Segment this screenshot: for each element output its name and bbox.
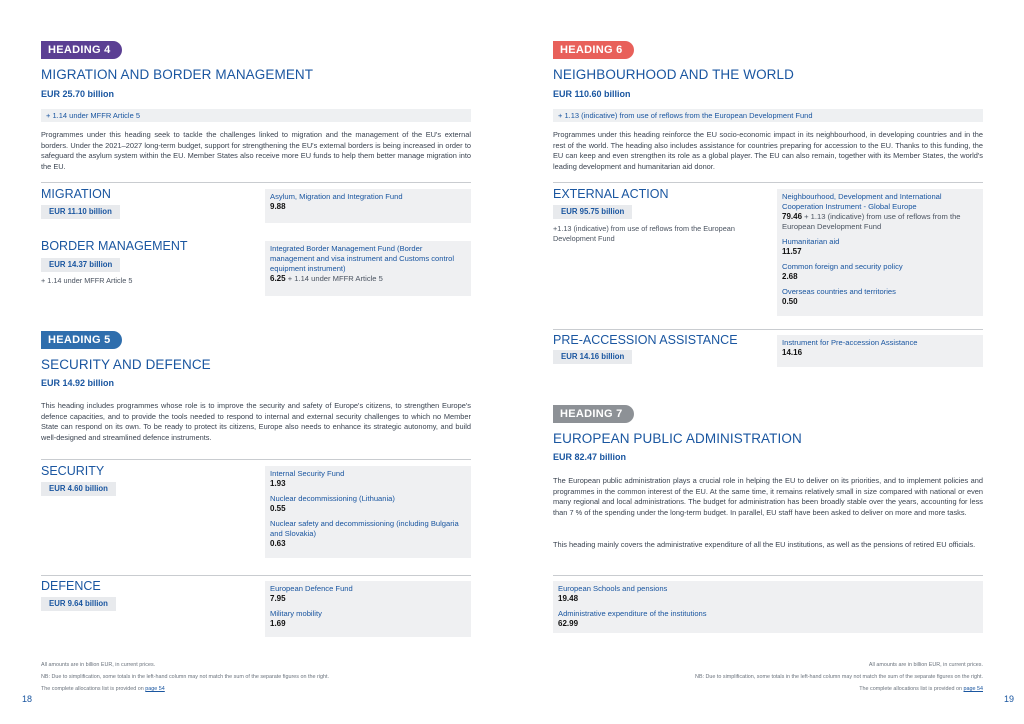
- fund-value: [782, 212, 978, 232]
- external-action-extra: +1.13 (indicative) from use of reflows from the European Development Fund: [553, 224, 735, 243]
- fund-name: European Schools and pensions: [558, 584, 668, 593]
- border-management-title: BORDER MANAGEMENT: [41, 239, 188, 253]
- page-54-link[interactable]: page 54: [963, 686, 983, 692]
- footer-allocations-note: [41, 686, 165, 692]
- fund-value-addition: + 1.14 under MFFR Article 5: [285, 274, 383, 283]
- footer-allocations-note: [859, 686, 983, 692]
- administration-fund-box: [553, 581, 983, 633]
- heading-6-title: NEIGHBOURHOOD AND THE WORLD: [553, 67, 794, 82]
- fund-name: Integrated Border Management Fund (Border management and visa instrument and Customs control equipment instrument): [270, 244, 455, 273]
- external-action-fund-box: [777, 189, 983, 316]
- fund-name: Instrument for Pre-accession Assistance: [782, 338, 918, 347]
- fund-value: 19.48: [558, 594, 579, 603]
- border-fund-box: [265, 241, 471, 296]
- fund-value-number: 79.46: [782, 212, 803, 221]
- fund-name: Internal Security Fund: [270, 469, 345, 478]
- footer-amounts-note: All amounts are in billion EUR, in current prices.: [868, 662, 983, 668]
- fund-value: 1.69: [270, 619, 286, 628]
- migration-title: MIGRATION: [41, 187, 111, 201]
- heading-5-badge: HEADING 5: [41, 331, 122, 349]
- heading-7-description: The European public administration plays a crucial role in helping the EU to deliver on its priorities, and to implement policies and programmes in the common interest of the EU. At the same time, it remains relatively small in size compared with national or even many regional and local administrations. The budget for administration has been broadly stable over the years, accounting for less than 7 % of the spending under the long-term budget. In parallel, EU staff have been asked to deliver on more and more tasks.: [553, 476, 983, 517]
- heading-6-description: Programmes under this heading reinforce the EU socio-economic impact in its neighbourhood, in developing countries and in the rest of the world. The heading also includes assistance for countries preparing for accession to the EU. Thanks to this funding, the EU can keep and even strengthen its role as a global player. The EU can also remain, together with its Member States, the world's leading development and humanitarian aid donor.: [553, 130, 983, 171]
- migration-amount: EUR 11.10 billion: [41, 205, 120, 219]
- fund-name: Overseas countries and territories: [782, 287, 896, 296]
- fund-value: 2.68: [782, 272, 798, 281]
- border-management-amount: EUR 14.37 billion: [41, 258, 120, 272]
- page-number-left: 18: [22, 694, 33, 704]
- footer-allocations-text: The complete allocations list is provided on: [859, 686, 964, 692]
- fund-value: 0.63: [270, 539, 286, 548]
- defence-fund-box: [265, 581, 471, 637]
- footer-amounts-note: All amounts are in billion EUR, in current prices.: [41, 662, 156, 668]
- footer-allocations-text: The complete allocations list is provided on: [41, 686, 146, 692]
- heading-4-description: Programmes under this heading seek to tackle the challenges linked to migration and the management of the EU's external borders. Under the 2021–2027 long-term budget, support for strengthening the EU's external borders is being increased in order to safeguard the asylum system within the EU. Member States also receive more EU funds to help them better manage migration into the EU.: [41, 130, 471, 171]
- heading-4-title: MIGRATION AND BORDER MANAGEMENT: [41, 67, 314, 82]
- divider: [553, 329, 983, 330]
- defence-title: DEFENCE: [41, 579, 101, 593]
- pre-accession-amount: EUR 14.16 billion: [553, 350, 632, 364]
- heading-6-amount: EUR 110.60 billion: [553, 89, 631, 99]
- migration-fund-box: [265, 189, 471, 223]
- fund-name: Common foreign and security policy: [782, 262, 903, 271]
- divider: [41, 459, 471, 460]
- fund-value: 62.99: [558, 619, 579, 628]
- heading-6-note: + 1.13 (indicative) from use of reflows from the European Development Fund: [553, 109, 983, 122]
- pre-accession-fund-box: [777, 335, 983, 367]
- heading-7-badge: HEADING 7: [553, 405, 634, 423]
- fund-value: 11.57: [782, 247, 802, 256]
- security-title: SECURITY: [41, 464, 105, 478]
- heading-6-badge: HEADING 6: [553, 41, 634, 59]
- fund-value: 0.50: [782, 297, 798, 306]
- fund-value: [270, 274, 466, 284]
- security-fund-box: [265, 466, 471, 558]
- fund-value: 0.55: [270, 504, 286, 513]
- fund-name: Humanitarian aid: [782, 237, 840, 246]
- heading-7-description-2: This heading mainly covers the administrative expenditure of all the EU institutions, as well as the pensions of retired EU officials.: [553, 540, 976, 549]
- page-54-link[interactable]: page 54: [145, 686, 165, 692]
- fund-name: Military mobility: [270, 609, 322, 618]
- footer-simplification-note: NB: Due to simplification, some totals in the left-hand column may not match the sum of the separate figures on the right.: [41, 674, 329, 680]
- heading-5-title: SECURITY AND DEFENCE: [41, 357, 211, 372]
- footer-simplification-note: NB: Due to simplification, some totals in the left-hand column may not match the sum of the separate figures on the right.: [695, 674, 983, 680]
- fund-value-number: 6.25: [270, 274, 286, 283]
- fund-value: 14.16: [782, 348, 803, 357]
- defence-amount: EUR 9.64 billion: [41, 597, 116, 611]
- heading-4-note: + 1.14 under MFFR Article 5: [41, 109, 471, 122]
- heading-4-amount: EUR 25.70 billion: [41, 89, 115, 99]
- divider: [553, 182, 983, 183]
- fund-value: 1.93: [270, 479, 286, 488]
- divider: [41, 182, 471, 183]
- heading-4-badge: HEADING 4: [41, 41, 122, 59]
- heading-7-title: EUROPEAN PUBLIC ADMINISTRATION: [553, 431, 802, 446]
- heading-5-amount: EUR 14.92 billion: [41, 378, 115, 388]
- fund-value-addition: + 1.13 (indicative) from use of reflows from the European Development Fund: [782, 212, 961, 231]
- divider: [553, 575, 983, 576]
- fund-name: Nuclear safety and decommissioning (including Bulgaria and Slovakia): [270, 519, 459, 538]
- page-number-right: 19: [1003, 694, 1014, 704]
- fund-value: 7.95: [270, 594, 286, 603]
- fund-name: Nuclear decommissioning (Lithuania): [270, 494, 395, 503]
- pre-accession-title: PRE-ACCESSION ASSISTANCE: [553, 333, 738, 347]
- heading-7-amount: EUR 82.47 billion: [553, 452, 627, 462]
- external-action-amount: EUR 95.75 billion: [553, 205, 632, 219]
- external-action-title: EXTERNAL ACTION: [553, 187, 669, 201]
- security-amount: EUR 4.60 billion: [41, 482, 116, 496]
- fund-name: Neighbourhood, Development and International Cooperation Instrument - Global Europe: [782, 192, 942, 211]
- fund-name: European Defence Fund: [270, 584, 353, 593]
- fund-value: 9.88: [270, 202, 286, 211]
- fund-name: Administrative expenditure of the institutions: [558, 609, 707, 618]
- fund-name: Asylum, Migration and Integration Fund: [270, 192, 403, 201]
- divider: [41, 575, 471, 576]
- heading-5-description: This heading includes programmes whose role is to improve the security and safety of Europe's citizens, to strengthen Europe's defence capacities, and to provide the tools needed to respond to internal and external security challenges to which no Member State can respond on its own. To be ready to protect its citizens, Europe also needs to enhance its strategic autonomy, and build well-designed and streamlined defence instruments.: [41, 401, 471, 442]
- border-management-extra: + 1.14 under MFFR Article 5: [41, 276, 133, 285]
